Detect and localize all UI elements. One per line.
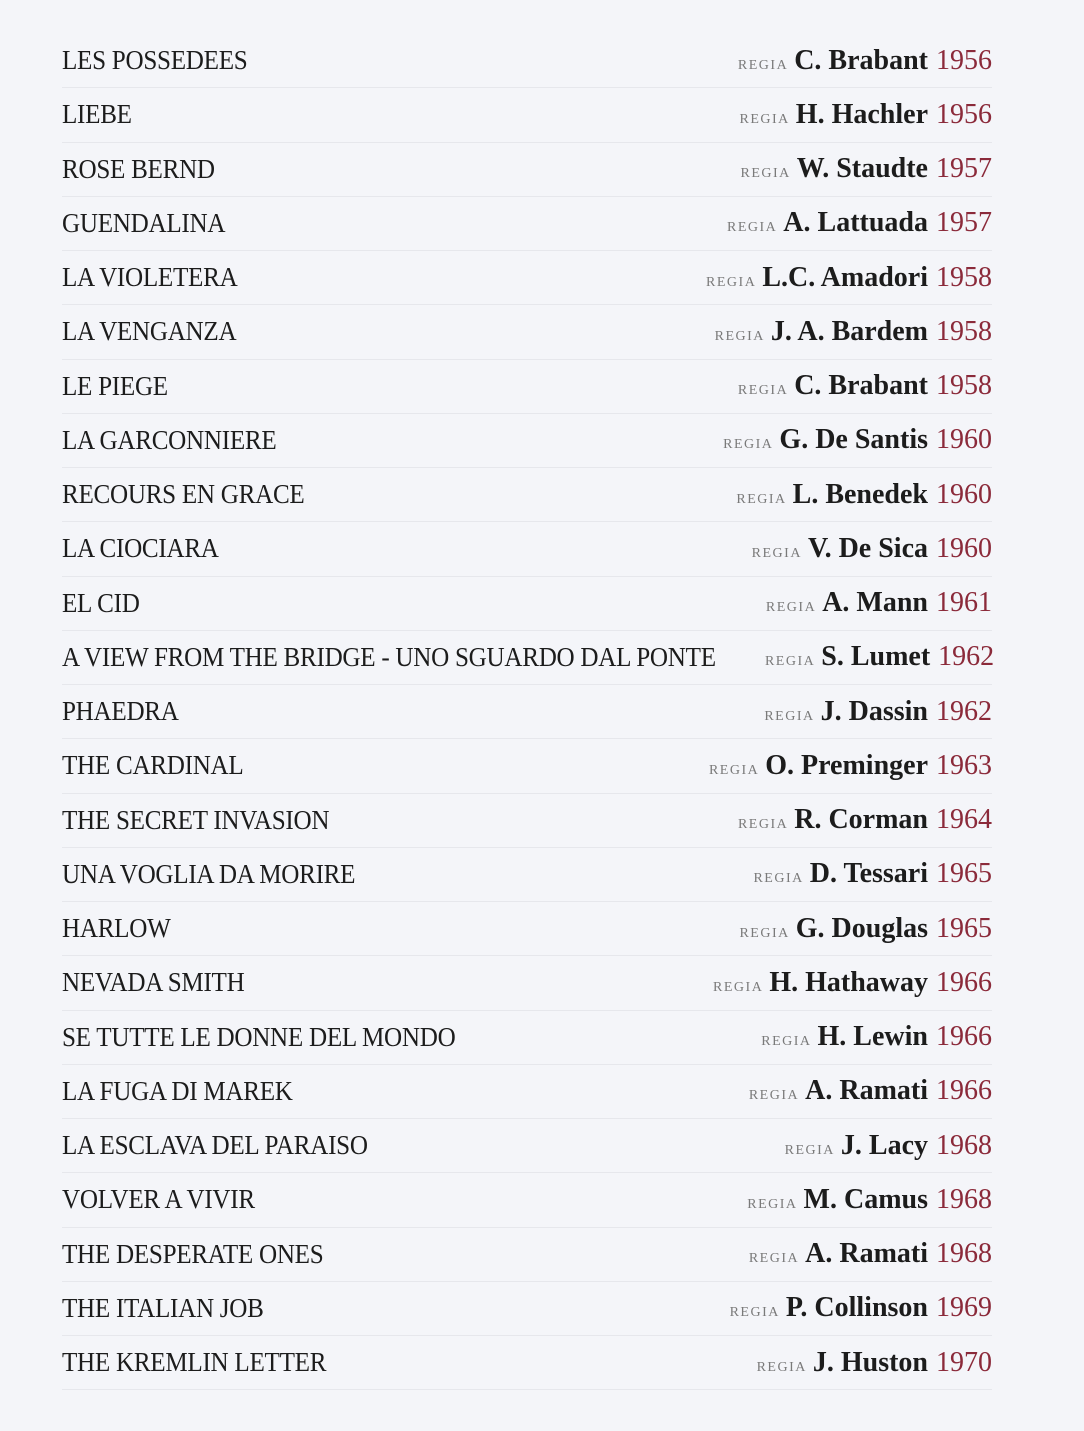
film-title: THE DESPERATE ONES (62, 1238, 324, 1269)
director-name: G. De Santis (779, 424, 928, 456)
film-credit (757, 1347, 992, 1379)
film-year: 1961 (936, 587, 992, 619)
film-title: LA VENGANZA (62, 316, 237, 347)
film-year: 1958 (936, 261, 992, 293)
regia-label: REGIA (761, 1034, 812, 1050)
director-name: H. Hachler (795, 98, 928, 130)
director-name: J. Huston (812, 1346, 928, 1378)
film-row (62, 143, 992, 197)
film-year: 1957 (936, 153, 992, 185)
director-name: J. Lacy (840, 1129, 928, 1161)
film-row (62, 360, 992, 414)
regia-label: REGIA (737, 817, 789, 833)
film-year: 1957 (936, 207, 992, 239)
film-credit (765, 641, 994, 673)
film-year: 1962 (936, 695, 992, 727)
film-credit (764, 696, 992, 728)
film-title: NEVADA SMITH (62, 967, 245, 998)
film-row (62, 902, 992, 956)
film-year: 1968 (936, 1129, 992, 1161)
director-name: V. De Sica (807, 532, 928, 564)
director-name: A. Ramati (805, 1075, 928, 1107)
film-title: LA FUGA DI MAREK (62, 1075, 293, 1106)
film-row (62, 848, 992, 902)
director-name: L. Benedek (792, 478, 928, 510)
director-name: M. Camus (803, 1183, 928, 1215)
film-title: ROSE BERND (62, 153, 215, 184)
film-credit (738, 370, 992, 402)
film-year: 1970 (936, 1346, 992, 1378)
film-credit (740, 99, 992, 131)
regia-label: REGIA (739, 111, 790, 127)
director-name: R. Corman (794, 804, 928, 836)
film-year: 1960 (936, 478, 992, 510)
director-name: C. Brabant (794, 44, 928, 76)
film-credit (752, 533, 992, 565)
film-row (62, 305, 992, 359)
director-name: H. Lewin (817, 1021, 928, 1053)
film-year: 1965 (936, 912, 992, 944)
regia-label: REGIA (714, 328, 765, 344)
regia-label: REGIA (748, 1251, 800, 1267)
film-row (62, 1336, 992, 1390)
film-credit (738, 804, 992, 836)
film-credit (761, 1021, 992, 1053)
film-credit (713, 967, 992, 999)
film-row (62, 34, 992, 88)
regia-label: REGIA (739, 925, 790, 941)
director-name: A. Mann (822, 587, 928, 619)
director-name: H. Hathaway (769, 966, 928, 998)
regia-label: REGIA (737, 57, 789, 73)
regia-label: REGIA (727, 220, 778, 236)
film-credit (753, 858, 992, 890)
director-name: D. Tessari (809, 858, 928, 890)
film-credit (785, 1130, 992, 1162)
regia-label: REGIA (784, 1142, 835, 1158)
regia-label: REGIA (765, 600, 817, 616)
regia-label: REGIA (748, 1088, 800, 1104)
film-credit (747, 1184, 992, 1216)
film-year: 1966 (936, 1075, 992, 1107)
film-credit (749, 1075, 992, 1107)
film-title: PHAEDRA (62, 696, 179, 727)
regia-label: REGIA (753, 871, 804, 887)
film-row (62, 197, 992, 251)
regia-label: REGIA (737, 383, 789, 399)
director-name: G. Douglas (795, 912, 928, 944)
film-title: LA GARCONNIERE (62, 424, 277, 455)
film-title: EL CID (62, 587, 140, 618)
film-title: LES POSSEDEES (62, 45, 248, 76)
film-year: 1965 (936, 858, 992, 890)
director-name: P. Collinson (785, 1292, 928, 1324)
film-credit (715, 316, 992, 348)
film-credit (723, 424, 992, 456)
regia-label: REGIA (747, 1196, 798, 1212)
film-credit (727, 207, 992, 239)
film-title: A VIEW FROM THE BRIDGE - UNO SGUARDO DAL PONTE (62, 641, 716, 672)
film-row (62, 88, 992, 142)
film-row (62, 1282, 992, 1336)
regia-label: REGIA (723, 437, 774, 453)
film-year: 1960 (936, 424, 992, 456)
director-name: J. Dassin (820, 695, 928, 727)
film-row (62, 739, 992, 793)
film-credit (730, 1292, 992, 1324)
film-row (62, 414, 992, 468)
director-name: J. A. Bardem (770, 315, 928, 347)
film-title: SE TUTTE LE DONNE DEL MONDO (62, 1021, 456, 1052)
film-row (62, 1119, 992, 1173)
film-row (62, 251, 992, 305)
film-title: LA ESCLAVA DEL PARAISO (62, 1130, 368, 1161)
regia-label: REGIA (756, 1359, 807, 1375)
film-year: 1966 (936, 1021, 992, 1053)
film-title: LE PIEGE (62, 370, 168, 401)
film-credit (766, 587, 992, 619)
film-row (62, 1011, 992, 1065)
film-year: 1958 (936, 370, 992, 402)
film-title: UNA VOGLIA DA MORIRE (62, 858, 356, 889)
director-name: L.C. Amadori (762, 261, 928, 293)
film-credit (739, 913, 992, 945)
film-year: 1962 (938, 641, 995, 673)
film-year: 1963 (936, 749, 992, 781)
film-title: THE SECRET INVASION (62, 804, 330, 835)
regia-label: REGIA (706, 274, 757, 290)
film-title: LIEBE (62, 99, 132, 130)
film-row (62, 1173, 992, 1227)
film-year: 1956 (936, 44, 992, 76)
film-row (62, 577, 992, 631)
film-title: RECOURS EN GRACE (62, 479, 305, 510)
film-row (62, 1065, 992, 1119)
director-name: A. Lattuada (783, 207, 928, 239)
film-credit (740, 153, 992, 185)
film-credit (738, 45, 992, 77)
film-row (62, 468, 992, 522)
regia-label: REGIA (736, 491, 787, 507)
film-title: LA VIOLETERA (62, 262, 238, 293)
film-year: 1960 (936, 532, 992, 564)
film-year: 1969 (936, 1292, 992, 1324)
director-name: S. Lumet (821, 641, 931, 673)
regia-label: REGIA (751, 545, 802, 561)
director-name: C. Brabant (794, 370, 928, 402)
regia-label: REGIA (764, 654, 816, 670)
film-row (62, 1228, 992, 1282)
film-credit (709, 750, 992, 782)
regia-label: REGIA (729, 1305, 780, 1321)
regia-label: REGIA (764, 708, 815, 724)
film-row (62, 522, 992, 576)
film-year: 1958 (936, 315, 992, 347)
regia-label: REGIA (740, 166, 791, 182)
film-year: 1956 (936, 98, 992, 130)
filmography-list (62, 34, 995, 1390)
film-row (62, 631, 995, 685)
film-year: 1968 (936, 1238, 992, 1270)
film-title: LA CIOCIARA (62, 533, 219, 564)
film-credit (706, 262, 992, 294)
film-title: THE ITALIAN JOB (62, 1292, 264, 1323)
regia-label: REGIA (708, 762, 760, 778)
film-title: VOLVER A VIVIR (62, 1184, 255, 1215)
film-row (62, 794, 992, 848)
film-title: THE KREMLIN LETTER (62, 1347, 327, 1378)
film-title: GUENDALINA (62, 207, 226, 238)
director-name: A. Ramati (805, 1238, 928, 1270)
film-year: 1964 (936, 804, 992, 836)
director-name: O. Preminger (765, 749, 928, 781)
film-row (62, 685, 992, 739)
film-year: 1966 (936, 966, 992, 998)
film-row (62, 956, 992, 1010)
regia-label: REGIA (713, 979, 764, 995)
director-name: W. Staudte (796, 153, 928, 185)
film-year: 1968 (936, 1183, 992, 1215)
film-title: HARLOW (62, 913, 171, 944)
film-credit (736, 479, 992, 511)
film-title: THE CARDINAL (62, 750, 244, 781)
film-credit (749, 1238, 992, 1270)
